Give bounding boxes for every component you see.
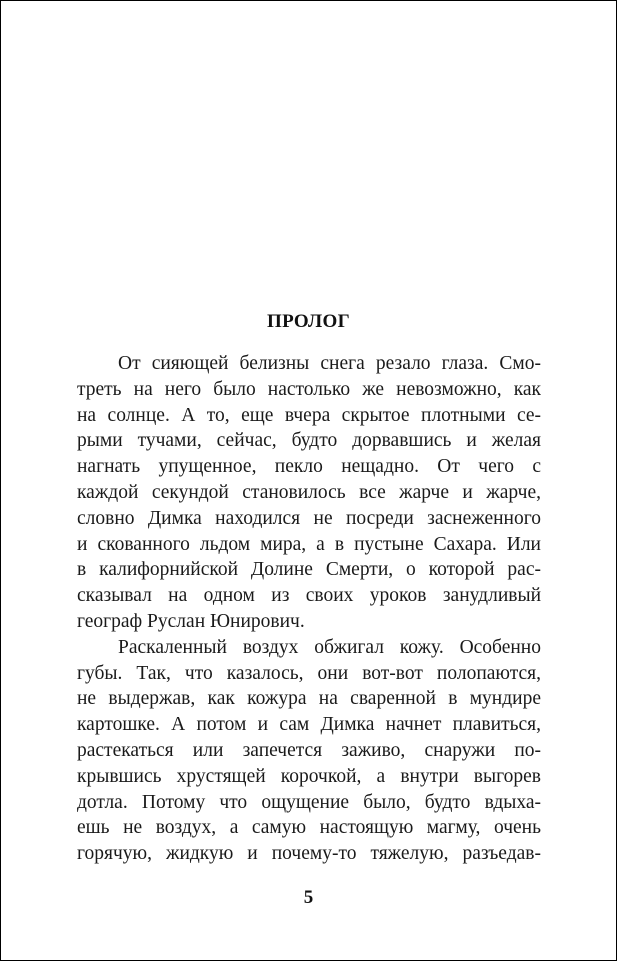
text-line: не выдержав, как кожура на сваренной в мундире <box>77 688 541 710</box>
text-line: ешь не воздух, а самую настоящую магму, очень <box>77 817 541 839</box>
text-line: Раскаленный воздух обжигал кожу. Особенно <box>118 636 541 658</box>
text-line: нагнать упущенное, пекло нещадно. От чего с <box>77 456 541 478</box>
text-line: крывшись хрустящей корочкой, а внутри выгорев <box>77 765 541 787</box>
text-line: рыми тучами, сейчас, будто дорвавшись и желая <box>77 430 541 452</box>
text-line: горячую, жидкую и почему-то тяжелую, разъедав- <box>77 843 541 865</box>
text-line: От сияющей белизны снега резало глаза. Смо- <box>118 353 541 374</box>
text-line: губы. Так, что казалось, они вот-вот полопаются, <box>77 662 541 684</box>
text-line: словно Димка находился не посреди заснеженного <box>77 507 541 529</box>
page-number: 5 <box>303 887 314 908</box>
chapter-title: ПРОЛОГ <box>267 311 350 332</box>
text-line: каждой секундой становилось все жарче и жарче, <box>77 481 541 503</box>
text-line: растекаться или запечется заживо, снаружи по- <box>77 739 541 761</box>
text-line: и скованного льдом мира, а в пустыне Сахара. Или <box>77 533 541 555</box>
text-line: географ Руслан Юнирович. <box>77 610 305 632</box>
text-line: в калифорнийской Долине Смерти, о которой рас- <box>77 559 541 581</box>
text-line: на солнце. А то, еще вчера скрытое плотными се- <box>77 404 541 426</box>
text-line: картошке. А потом и сам Димка начнет плавиться, <box>77 714 541 736</box>
text-line: треть на него было настолько же невозможно, как <box>77 378 541 400</box>
text-line: сказывал на одном из своих уроков занудливый <box>77 585 541 607</box>
text-line: дотла. Потому что ощущение было, будто вдыха- <box>77 791 541 813</box>
body-text <box>77 351 541 867</box>
